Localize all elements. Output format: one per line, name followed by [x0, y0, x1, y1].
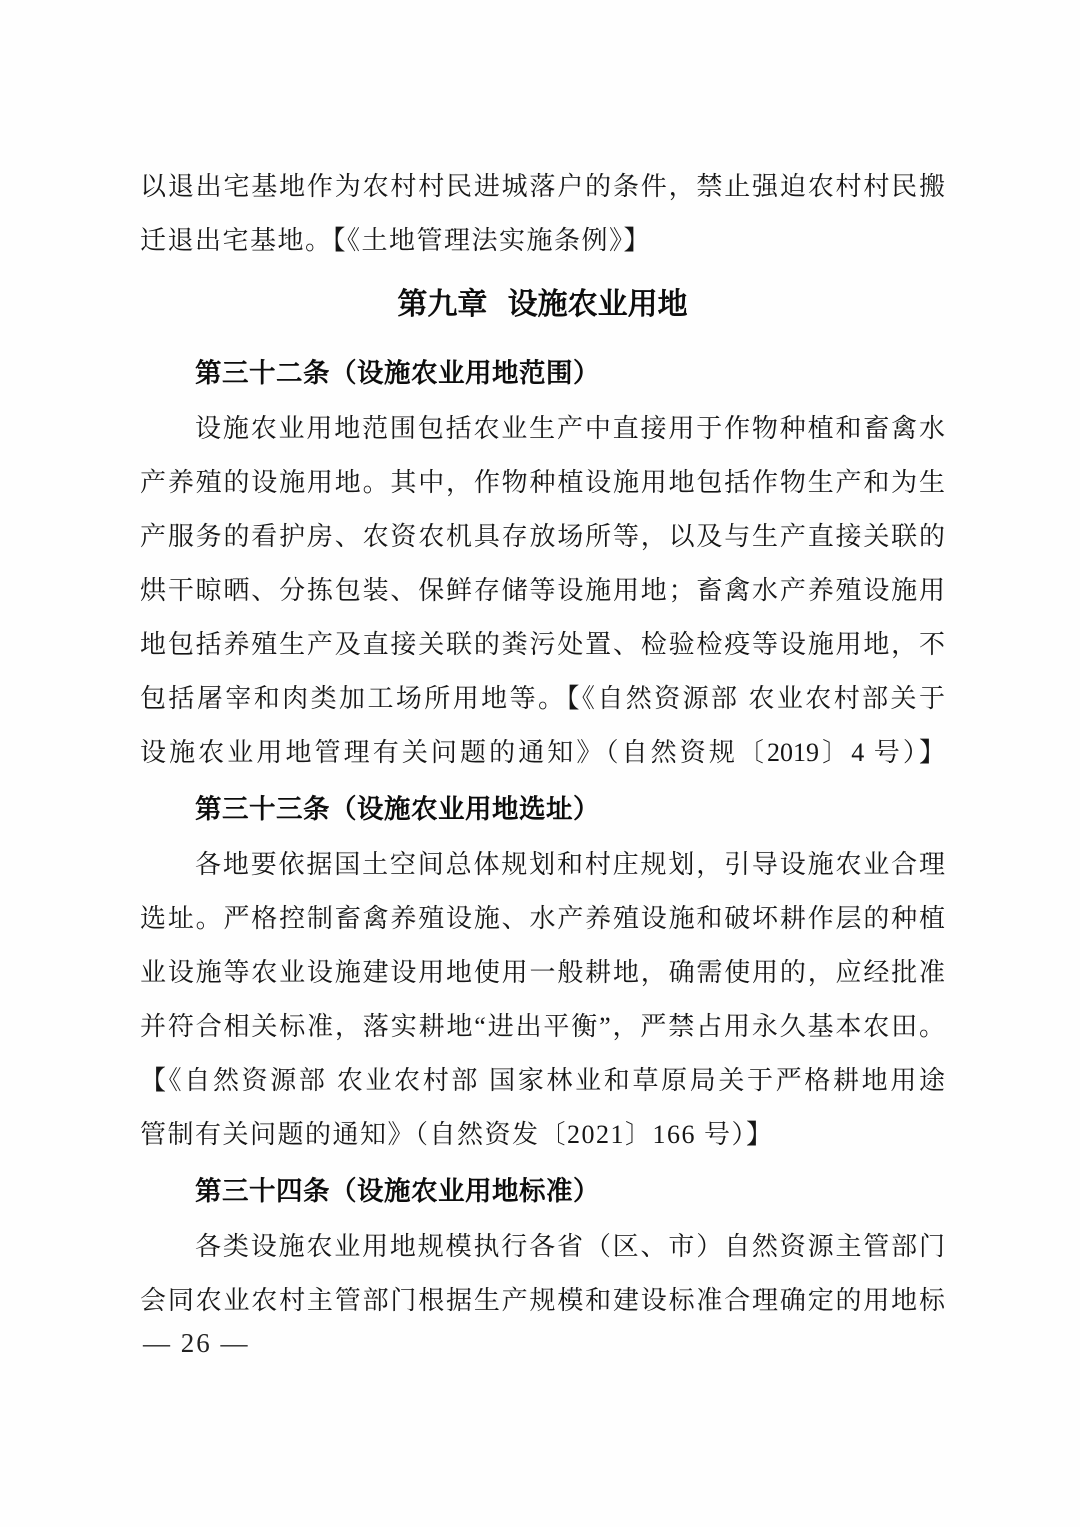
paragraph-line: 各地要依据国土空间总体规划和村庄规划，引导设施农业合理 — [195, 850, 945, 879]
page-number: — 26 — — [143, 1328, 250, 1358]
paragraph-line: 产服务的看护房、农资农机具存放场所等，以及与生产直接关联的 — [140, 522, 945, 551]
article-33-heading: 第三十三条（设施农业用地选址） — [195, 794, 600, 824]
paragraph-line: 迁退出宅基地。【《土地管理法实施条例》】 — [140, 226, 652, 255]
paragraph-line: 烘干晾晒、分拣包装、保鲜存储等设施用地；畜禽水产养殖设施用 — [140, 576, 945, 605]
paragraph-line: 会同农业农村主管部门根据生产规模和建设标准合理确定的用地标 — [140, 1286, 945, 1315]
paragraph-line: 管制有关问题的通知》（自然资发〔2021〕166 号）】 — [140, 1120, 774, 1149]
chapter-heading: 第九章 设施农业用地 — [397, 288, 688, 321]
paragraph-line: 地包括养殖生产及直接关联的粪污处置、检验检疫等设施用地，不 — [140, 630, 945, 659]
paragraph-line: 包括屠宰和肉类加工场所用地等。【《自然资源部 农业农村部关于 — [140, 684, 945, 713]
paragraph-line: 产养殖的设施用地。其中，作物种植设施用地包括作物生产和为生 — [140, 468, 945, 497]
paragraph-line: 设施农业用地管理有关问题的通知》（自然资规〔2019〕4 号）】 — [140, 738, 945, 767]
article-32-heading: 第三十二条（设施农业用地范围） — [195, 358, 600, 388]
page-body — [140, 160, 945, 1328]
paragraph-line: 业设施等农业设施建设用地使用一般耕地，确需使用的，应经批准 — [140, 958, 945, 987]
paragraph-line: 设施农业用地范围包括农业生产中直接用于作物种植和畜禽水 — [195, 414, 945, 443]
article-34-heading: 第三十四条（设施农业用地标准） — [195, 1176, 600, 1206]
paragraph-line: 以退出宅基地作为农村村民进城落户的条件，禁止强迫农村村民搬 — [140, 172, 945, 201]
paragraph-line: 并符合相关标准，落实耕地“进出平衡”，严禁占用永久基本农田。 — [140, 1012, 945, 1041]
paragraph-line: 各类设施农业用地规模执行各省（区、市）自然资源主管部门 — [195, 1232, 945, 1261]
paragraph-line: 【《自然资源部 农业农村部 国家林业和草原局关于严格耕地用途 — [140, 1066, 945, 1095]
paragraph-line: 选址。严格控制畜禽养殖设施、水产养殖设施和破坏耕作层的种植 — [140, 904, 945, 933]
